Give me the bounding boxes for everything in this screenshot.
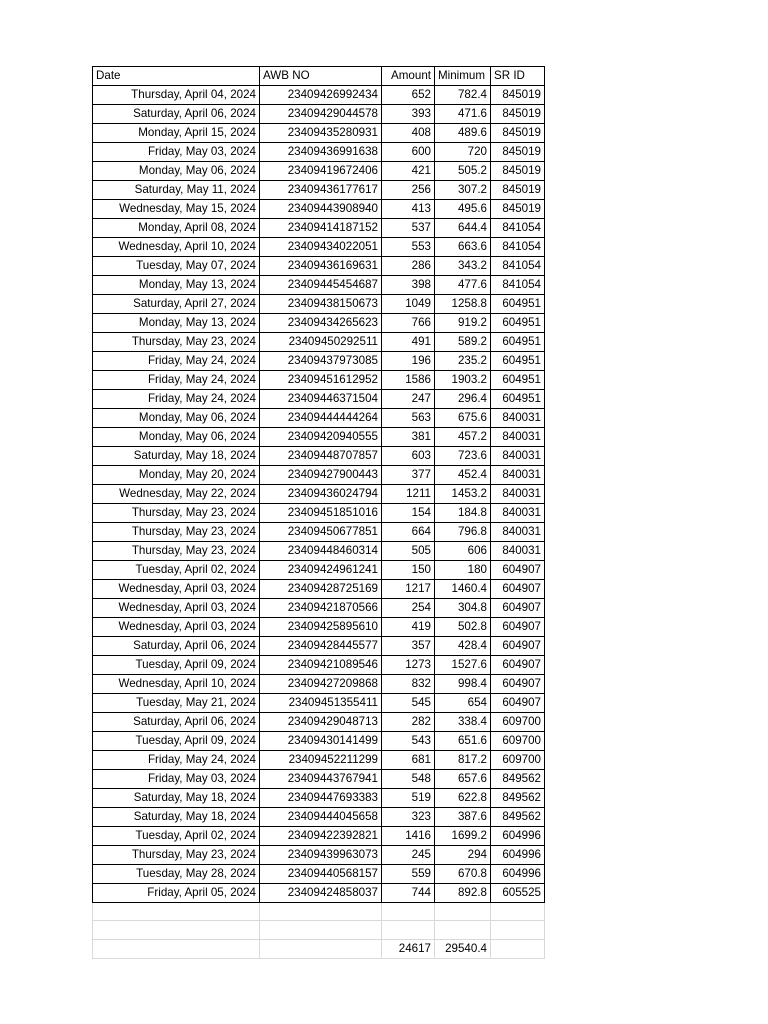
total-minimum: 29540.4 [435,939,491,958]
minimum-cell: 606 [435,542,491,561]
awb-cell: 23409434022051 [260,238,382,257]
sr-id-cell: 849562 [491,789,545,808]
minimum-cell: 675.6 [435,409,491,428]
date-cell: Thursday, May 23, 2024 [93,333,260,352]
minimum-cell: 663.6 [435,238,491,257]
date-cell: Wednesday, April 10, 2024 [93,675,260,694]
sr-id-cell: 845019 [491,105,545,124]
date-cell: Wednesday, May 15, 2024 [93,200,260,219]
sr-id-cell: 604951 [491,352,545,371]
amount-cell: 245 [382,846,435,865]
sr-id-cell: 840031 [491,504,545,523]
sr-id-cell: 604907 [491,656,545,675]
sr-id-cell: 845019 [491,162,545,181]
sr-id-cell: 604907 [491,618,545,637]
date-cell: Friday, May 24, 2024 [93,390,260,409]
minimum-cell: 817.2 [435,751,491,770]
minimum-cell: 235.2 [435,352,491,371]
date-cell: Monday, May 06, 2024 [93,162,260,181]
date-cell: Monday, May 13, 2024 [93,276,260,295]
awb-cell: 23409426992434 [260,86,382,105]
table-row [93,314,545,333]
awb-cell: 23409420940555 [260,428,382,447]
awb-cell: 23409436169631 [260,257,382,276]
amount-cell: 545 [382,694,435,713]
awb-cell: 23409425895610 [260,618,382,637]
minimum-cell: 892.8 [435,884,491,903]
date-cell: Tuesday, April 02, 2024 [93,561,260,580]
table-row [93,561,545,580]
sr-id-cell: 604907 [491,561,545,580]
total-amount: 24617 [382,939,435,958]
awb-table [92,66,545,959]
minimum-cell: 387.6 [435,808,491,827]
date-cell: Thursday, April 04, 2024 [93,86,260,105]
table-row [93,86,545,105]
awb-cell: 23409419672406 [260,162,382,181]
awb-cell: 23409424961241 [260,561,382,580]
amount-cell: 408 [382,124,435,143]
sr-id-cell: 609700 [491,732,545,751]
table-row [93,219,545,238]
minimum-cell: 644.4 [435,219,491,238]
amount-cell: 398 [382,276,435,295]
awb-cell: 23409414187152 [260,219,382,238]
minimum-cell: 622.8 [435,789,491,808]
table-row [93,447,545,466]
sr-id-cell: 604907 [491,599,545,618]
table-row [93,675,545,694]
sr-id-cell: 840031 [491,485,545,504]
awb-cell: 23409440568157 [260,865,382,884]
awb-cell: 23409451612952 [260,371,382,390]
amount-cell: 413 [382,200,435,219]
amount-cell: 1217 [382,580,435,599]
table-row [93,865,545,884]
minimum-cell: 452.4 [435,466,491,485]
date-cell: Monday, May 06, 2024 [93,409,260,428]
minimum-cell: 294 [435,846,491,865]
amount-cell: 600 [382,143,435,162]
sr-id-cell: 604951 [491,314,545,333]
table-row [93,105,545,124]
date-cell: Monday, April 15, 2024 [93,124,260,143]
empty-cell [435,921,491,939]
sr-id-cell: 849562 [491,808,545,827]
amount-cell: 553 [382,238,435,257]
sr-id-cell: 604907 [491,580,545,599]
header-minimum: Minimum [435,67,491,86]
table-row [93,504,545,523]
date-cell: Saturday, April 27, 2024 [93,295,260,314]
totals-row [93,939,545,958]
date-cell: Saturday, May 18, 2024 [93,808,260,827]
table-row [93,371,545,390]
amount-cell: 282 [382,713,435,732]
amount-cell: 603 [382,447,435,466]
awb-cell: 23409438150673 [260,295,382,314]
sr-id-cell: 845019 [491,181,545,200]
date-cell: Friday, May 03, 2024 [93,143,260,162]
table-row [93,770,545,789]
minimum-cell: 589.2 [435,333,491,352]
empty-cell [260,921,382,939]
date-cell: Thursday, May 23, 2024 [93,523,260,542]
sr-id-cell: 841054 [491,219,545,238]
minimum-cell: 477.6 [435,276,491,295]
awb-cell: 23409451851016 [260,504,382,523]
table-row [93,238,545,257]
awb-cell: 23409428725169 [260,580,382,599]
amount-cell: 519 [382,789,435,808]
sr-id-cell: 840031 [491,542,545,561]
header-awb-no: AWB NO [260,67,382,86]
table-row [93,827,545,846]
sr-id-cell: 845019 [491,200,545,219]
minimum-cell: 296.4 [435,390,491,409]
date-cell: Tuesday, April 09, 2024 [93,656,260,675]
sr-id-cell: 604951 [491,390,545,409]
empty-row [93,921,545,939]
minimum-cell: 1527.6 [435,656,491,675]
table-row [93,409,545,428]
empty-row [93,903,545,921]
table-row [93,390,545,409]
table-row [93,694,545,713]
minimum-cell: 657.6 [435,770,491,789]
minimum-cell: 180 [435,561,491,580]
sr-id-cell: 604907 [491,675,545,694]
date-cell: Friday, May 03, 2024 [93,770,260,789]
header-amount: Amount [382,67,435,86]
table-row [93,656,545,675]
date-cell: Monday, April 08, 2024 [93,219,260,238]
amount-cell: 421 [382,162,435,181]
sr-id-cell: 840031 [491,466,545,485]
awb-cell: 23409429044578 [260,105,382,124]
awb-cell: 23409443908940 [260,200,382,219]
minimum-cell: 998.4 [435,675,491,694]
sr-id-cell: 604907 [491,694,545,713]
minimum-cell: 723.6 [435,447,491,466]
awb-cell: 23409448707857 [260,447,382,466]
amount-cell: 150 [382,561,435,580]
table-row [93,580,545,599]
date-cell: Thursday, May 23, 2024 [93,542,260,561]
table-row [93,884,545,903]
date-cell: Saturday, April 06, 2024 [93,713,260,732]
amount-cell: 664 [382,523,435,542]
table-row [93,257,545,276]
sr-id-cell: 840031 [491,447,545,466]
amount-cell: 563 [382,409,435,428]
date-cell: Wednesday, April 10, 2024 [93,238,260,257]
date-cell: Saturday, May 18, 2024 [93,447,260,466]
amount-cell: 543 [382,732,435,751]
table-row [93,789,545,808]
empty-cell [93,939,260,958]
sr-id-cell: 841054 [491,276,545,295]
table-row [93,181,545,200]
sr-id-cell: 840031 [491,409,545,428]
awb-cell: 23409447693383 [260,789,382,808]
amount-cell: 491 [382,333,435,352]
awb-cell: 23409429048713 [260,713,382,732]
date-cell: Tuesday, May 07, 2024 [93,257,260,276]
header-sr-id: SR ID [491,67,545,86]
table-row [93,124,545,143]
awb-cell: 23409427209868 [260,675,382,694]
minimum-cell: 471.6 [435,105,491,124]
table-row [93,466,545,485]
sr-id-cell: 604951 [491,371,545,390]
empty-cell [93,903,260,921]
amount-cell: 832 [382,675,435,694]
table-row [93,523,545,542]
awb-cell: 23409450292511 [260,333,382,352]
table-row [93,485,545,504]
date-cell: Friday, May 24, 2024 [93,352,260,371]
table-row [93,276,545,295]
date-cell: Wednesday, May 22, 2024 [93,485,260,504]
table-row [93,713,545,732]
awb-cell: 23409424858037 [260,884,382,903]
amount-cell: 1049 [382,295,435,314]
empty-cell [491,939,545,958]
awb-cell: 23409448460314 [260,542,382,561]
awb-cell: 23409451355411 [260,694,382,713]
awb-cell: 23409444045658 [260,808,382,827]
table-row [93,542,545,561]
table-row [93,428,545,447]
amount-cell: 286 [382,257,435,276]
awb-cell: 23409436177617 [260,181,382,200]
amount-cell: 381 [382,428,435,447]
amount-cell: 1211 [382,485,435,504]
awb-cell: 23409450677851 [260,523,382,542]
sr-id-cell: 841054 [491,238,545,257]
amount-cell: 505 [382,542,435,561]
amount-cell: 419 [382,618,435,637]
sr-id-cell: 605525 [491,884,545,903]
date-cell: Saturday, April 06, 2024 [93,105,260,124]
minimum-cell: 1453.2 [435,485,491,504]
minimum-cell: 304.8 [435,599,491,618]
sr-id-cell: 845019 [491,86,545,105]
date-cell: Monday, May 20, 2024 [93,466,260,485]
awb-cell: 23409452211299 [260,751,382,770]
awb-cell: 23409436991638 [260,143,382,162]
minimum-cell: 502.8 [435,618,491,637]
amount-cell: 744 [382,884,435,903]
date-cell: Monday, May 13, 2024 [93,314,260,333]
empty-cell [260,903,382,921]
awb-cell: 23409436024794 [260,485,382,504]
date-cell: Friday, May 24, 2024 [93,371,260,390]
minimum-cell: 1258.8 [435,295,491,314]
minimum-cell: 428.4 [435,637,491,656]
amount-cell: 256 [382,181,435,200]
minimum-cell: 457.2 [435,428,491,447]
minimum-cell: 654 [435,694,491,713]
empty-cell [382,921,435,939]
sr-id-cell: 609700 [491,751,545,770]
amount-cell: 377 [382,466,435,485]
table-row [93,143,545,162]
minimum-cell: 338.4 [435,713,491,732]
sr-id-cell: 604996 [491,827,545,846]
sr-id-cell: 845019 [491,143,545,162]
awb-cell: 23409439963073 [260,846,382,865]
sr-id-cell: 609700 [491,713,545,732]
date-cell: Friday, May 24, 2024 [93,751,260,770]
amount-cell: 357 [382,637,435,656]
amount-cell: 537 [382,219,435,238]
awb-cell: 23409421089546 [260,656,382,675]
table-row [93,162,545,181]
amount-cell: 154 [382,504,435,523]
date-cell: Tuesday, May 28, 2024 [93,865,260,884]
table-row [93,200,545,219]
sr-id-cell: 604907 [491,637,545,656]
header-date: Date [93,67,260,86]
sr-id-cell: 841054 [491,257,545,276]
amount-cell: 1273 [382,656,435,675]
minimum-cell: 919.2 [435,314,491,333]
awb-cell: 23409430141499 [260,732,382,751]
empty-cell [260,939,382,958]
awb-cell: 23409437973085 [260,352,382,371]
date-cell: Monday, May 06, 2024 [93,428,260,447]
empty-cell [491,921,545,939]
minimum-cell: 505.2 [435,162,491,181]
minimum-cell: 651.6 [435,732,491,751]
table-row [93,637,545,656]
table-row [93,846,545,865]
date-cell: Wednesday, April 03, 2024 [93,599,260,618]
minimum-cell: 720 [435,143,491,162]
empty-cell [435,903,491,921]
awb-cell: 23409422392821 [260,827,382,846]
amount-cell: 559 [382,865,435,884]
table-row [93,618,545,637]
date-cell: Thursday, May 23, 2024 [93,846,260,865]
awb-cell: 23409444444264 [260,409,382,428]
minimum-cell: 307.2 [435,181,491,200]
date-cell: Thursday, May 23, 2024 [93,504,260,523]
minimum-cell: 1699.2 [435,827,491,846]
sr-id-cell: 604996 [491,865,545,884]
table-row [93,808,545,827]
awb-cell: 23409434265623 [260,314,382,333]
amount-cell: 548 [382,770,435,789]
minimum-cell: 670.8 [435,865,491,884]
date-cell: Tuesday, April 09, 2024 [93,732,260,751]
amount-cell: 1416 [382,827,435,846]
awb-cell: 23409446371504 [260,390,382,409]
sr-id-cell: 840031 [491,428,545,447]
sr-id-cell: 604996 [491,846,545,865]
table-row [93,599,545,618]
awb-cell: 23409435280931 [260,124,382,143]
empty-cell [93,921,260,939]
amount-cell: 1586 [382,371,435,390]
date-cell: Tuesday, May 21, 2024 [93,694,260,713]
sr-id-cell: 604951 [491,333,545,352]
minimum-cell: 343.2 [435,257,491,276]
amount-cell: 393 [382,105,435,124]
minimum-cell: 1460.4 [435,580,491,599]
empty-cell [382,903,435,921]
table-row [93,732,545,751]
minimum-cell: 1903.2 [435,371,491,390]
table-header-row [93,67,545,86]
minimum-cell: 184.8 [435,504,491,523]
amount-cell: 652 [382,86,435,105]
sr-id-cell: 840031 [491,523,545,542]
sr-id-cell: 849562 [491,770,545,789]
date-cell: Saturday, April 06, 2024 [93,637,260,656]
awb-cell: 23409421870566 [260,599,382,618]
minimum-cell: 796.8 [435,523,491,542]
sr-id-cell: 604951 [491,295,545,314]
table-row [93,751,545,770]
awb-cell: 23409443767941 [260,770,382,789]
date-cell: Saturday, May 18, 2024 [93,789,260,808]
date-cell: Friday, April 05, 2024 [93,884,260,903]
amount-cell: 196 [382,352,435,371]
empty-cell [491,903,545,921]
table-row [93,352,545,371]
date-cell: Tuesday, April 02, 2024 [93,827,260,846]
amount-cell: 254 [382,599,435,618]
awb-cell: 23409427900443 [260,466,382,485]
amount-cell: 766 [382,314,435,333]
minimum-cell: 782.4 [435,86,491,105]
awb-cell: 23409428445577 [260,637,382,656]
date-cell: Saturday, May 11, 2024 [93,181,260,200]
minimum-cell: 495.6 [435,200,491,219]
date-cell: Wednesday, April 03, 2024 [93,580,260,599]
date-cell: Wednesday, April 03, 2024 [93,618,260,637]
amount-cell: 681 [382,751,435,770]
table-row [93,295,545,314]
minimum-cell: 489.6 [435,124,491,143]
awb-cell: 23409445454687 [260,276,382,295]
amount-cell: 247 [382,390,435,409]
table-body [93,67,545,959]
table-row [93,333,545,352]
sr-id-cell: 845019 [491,124,545,143]
amount-cell: 323 [382,808,435,827]
